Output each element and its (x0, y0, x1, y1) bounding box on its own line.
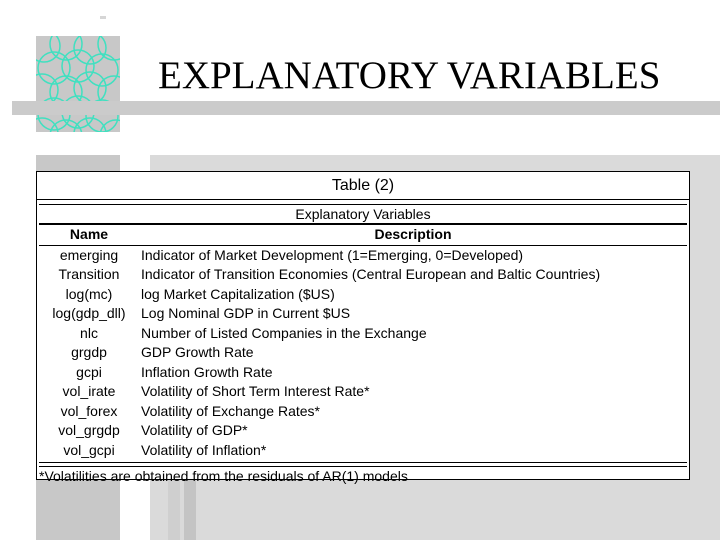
table-footnote: *Volatilities are obtained from the residuals of AR(1) models (39, 468, 408, 484)
circles-pattern-graphic (36, 36, 120, 132)
cell-description: Indicator of Transition Economies (Central European and Baltic Countries) (141, 266, 601, 282)
cell-name: log(mc) (65, 285, 113, 302)
cell-description: Volatility of Inflation* (141, 441, 267, 458)
cell-name: vol_gcpi (63, 441, 115, 458)
table-row (39, 363, 687, 383)
table-row (39, 324, 687, 344)
table-title: Table (2) (37, 172, 689, 200)
table-subtitle: Explanatory Variables (39, 205, 687, 225)
decorative-circles-pattern (36, 36, 120, 132)
cell-name: gcpi (76, 363, 102, 380)
cell-description: Volatility of Exchange Rates* (141, 402, 320, 419)
table-row (39, 421, 687, 441)
header-description: Description (374, 226, 452, 242)
table-row (39, 441, 687, 461)
cell-name: vol_irate (62, 383, 116, 399)
table-row (39, 246, 687, 266)
table-row (39, 382, 687, 402)
table-row (39, 402, 687, 422)
cell-name: emerging (59, 246, 119, 263)
table-header-row (39, 225, 687, 246)
table-body (39, 246, 687, 461)
header-rule-bar (12, 101, 720, 115)
decorative-dot (100, 16, 106, 19)
decor-stripe (168, 480, 180, 540)
decor-stripe (184, 480, 196, 540)
slide-title: EXPLANATORY VARIABLES (158, 54, 661, 97)
cell-name: vol_forex (60, 402, 118, 419)
cell-name: grgdp (71, 344, 107, 360)
cell-description: Log Nominal GDP in Current $US (141, 305, 351, 321)
table-rule (39, 462, 687, 463)
header-name: Name (69, 226, 109, 242)
cell-name: log(gdp_dll) (52, 305, 126, 321)
cell-description: log Market Capitalization ($US) (141, 285, 335, 302)
cell-description: Number of Listed Companies in the Exchange (141, 324, 427, 341)
table-row (39, 343, 687, 363)
table-row (39, 265, 687, 285)
table-row (39, 285, 687, 305)
cell-name: vol_grgdp (58, 422, 120, 438)
cell-description: Volatility of GDP* (141, 422, 248, 438)
cell-name: nlc (80, 324, 98, 341)
cell-description: Inflation Growth Rate (141, 363, 273, 380)
cell-description: GDP Growth Rate (141, 344, 254, 360)
cell-description: Volatility of Short Term Interest Rate* (141, 383, 370, 399)
cell-name: Transition (58, 266, 120, 282)
cell-description: Indicator of Market Development (1=Emerging, 0=Developed) (141, 246, 524, 263)
variables-table (36, 171, 690, 484)
table-row (39, 304, 687, 324)
